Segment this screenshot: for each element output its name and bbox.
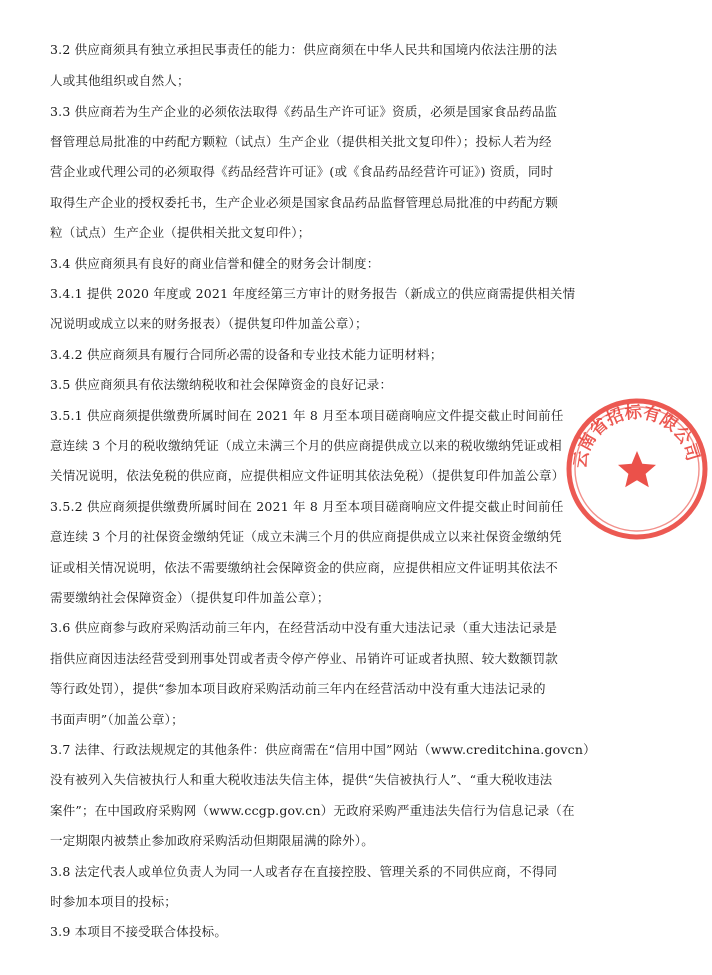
text-line: 3.4.1 提供 2020 年度或 2021 年度经第三方审计的财务报告（新成立的供应商需提供相关情 xyxy=(50,286,576,301)
text-line: 等行政处罚），提供“参加本项目政府采购活动前三年内在经营活动中没有重大违法记录的 xyxy=(50,681,546,696)
text-line: 人或其他组织或自然人； xyxy=(50,73,190,88)
text-line: 况说明或成立以来的财务报表）（提供复印件加盖公章）； xyxy=(50,316,368,331)
text-line: 3.4 供应商须具有良好的商业信誉和健全的财务会计制度： xyxy=(50,256,380,271)
seal-text: 云南省招标有限公司 xyxy=(570,402,703,470)
text-line: 3.2 供应商须具有独立承担民事责任的能力：供应商须在中华人民共和国境内依法注册的法 xyxy=(50,42,558,57)
text-line: 案件”；在中国政府采购网（www.ccgp.gov.cn）无政府采购严重违法失信行为信息记录（在 xyxy=(50,803,575,818)
text-line: 证或相关情况说明，依法不需要缴纳社会保障资金的供应商，应提供相应文件证明其依法不 xyxy=(50,560,559,575)
text-line: 3.4.2 供应商须具有履行合同所必需的设备和专业技术能力证明材料； xyxy=(50,347,443,362)
text-line: 时参加本项目的投标； xyxy=(50,894,178,909)
text-line: 3.5.1 供应商须提供缴费所属时间在 2021 年 8 月至本项目磋商响应文件提交截止时间前任 xyxy=(50,408,564,423)
text-line: 3.5.2 供应商须提供缴费所属时间在 2021 年 8 月至本项目磋商响应文件提交截止时间前任 xyxy=(50,499,564,514)
text-line: 3.5 供应商须具有依法缴纳税收和社会保障资金的良好记录： xyxy=(50,377,393,392)
text-line: 3.9 本项目不接受联合体投标。 xyxy=(50,924,228,939)
text-line: 意连续 3 个月的社保资金缴纳凭证（成立未满三个月的供应商提供成立以来社保资金缴纳凭 xyxy=(50,529,562,544)
text-line: 3.7 法律、行政法规规定的其他条件：供应商需在“信用中国”网站（www.creditchina.govcn） xyxy=(50,742,596,757)
text-line: 没有被列入失信被执行人和重大税收违法失信主体，提供“失信被执行人”、“重大税收违法 xyxy=(50,772,553,787)
text-line: 3.8 法定代表人或单位负责人为同一人或者存在直接控股、管理关系的不同供应商，不得同 xyxy=(50,864,558,879)
text-line: 一定期限内被禁止参加政府采购活动但期限届满的除外）。 xyxy=(50,833,374,848)
text-line: 关情况说明，依法免税的供应商，应提供相应文件证明其依法免税）（提供复印件加盖公章） xyxy=(50,468,565,483)
text-line: 3.3 供应商若为生产企业的必须依法取得《药品生产许可证》资质，必须是国家食品药品监 xyxy=(50,104,558,119)
text-line: 需要缴纳社会保障资金）（提供复印件加盖公章）； xyxy=(50,590,330,605)
seal-star-icon xyxy=(618,451,656,487)
text-line: 粒（试点）生产企业（提供相关批文复印件）； xyxy=(50,225,311,240)
text-line: 3.6 供应商参与政府采购活动前三年内，在经营活动中没有重大违法记录（重大违法记录是 xyxy=(50,620,558,635)
text-line: 督管理总局批准的中药配方颗粒（试点）生产企业（提供相关批文复印件）；投标人若为经 xyxy=(50,134,552,149)
text-line: 意连续 3 个月的税收缴纳凭证（成立未满三个月的供应商提供成立以来的税收缴纳凭证或相 xyxy=(50,438,562,453)
text-line: 取得生产企业的授权委托书，生产企业必须是国家食品药品监督管理总局批准的中药配方颗 xyxy=(50,195,559,210)
company-seal xyxy=(562,394,712,544)
text-line: 书面声明”（加盖公章）； xyxy=(50,712,184,727)
text-line: 营企业或代理公司的必须取得《药品经营许可证》(或《食品药品经营许可证》) 资质，同时 xyxy=(50,164,554,179)
text-line: 指供应商因违法经营受到刑事处罚或者责令停产停业、吊销许可证或者执照、较大数额罚款 xyxy=(50,651,559,666)
